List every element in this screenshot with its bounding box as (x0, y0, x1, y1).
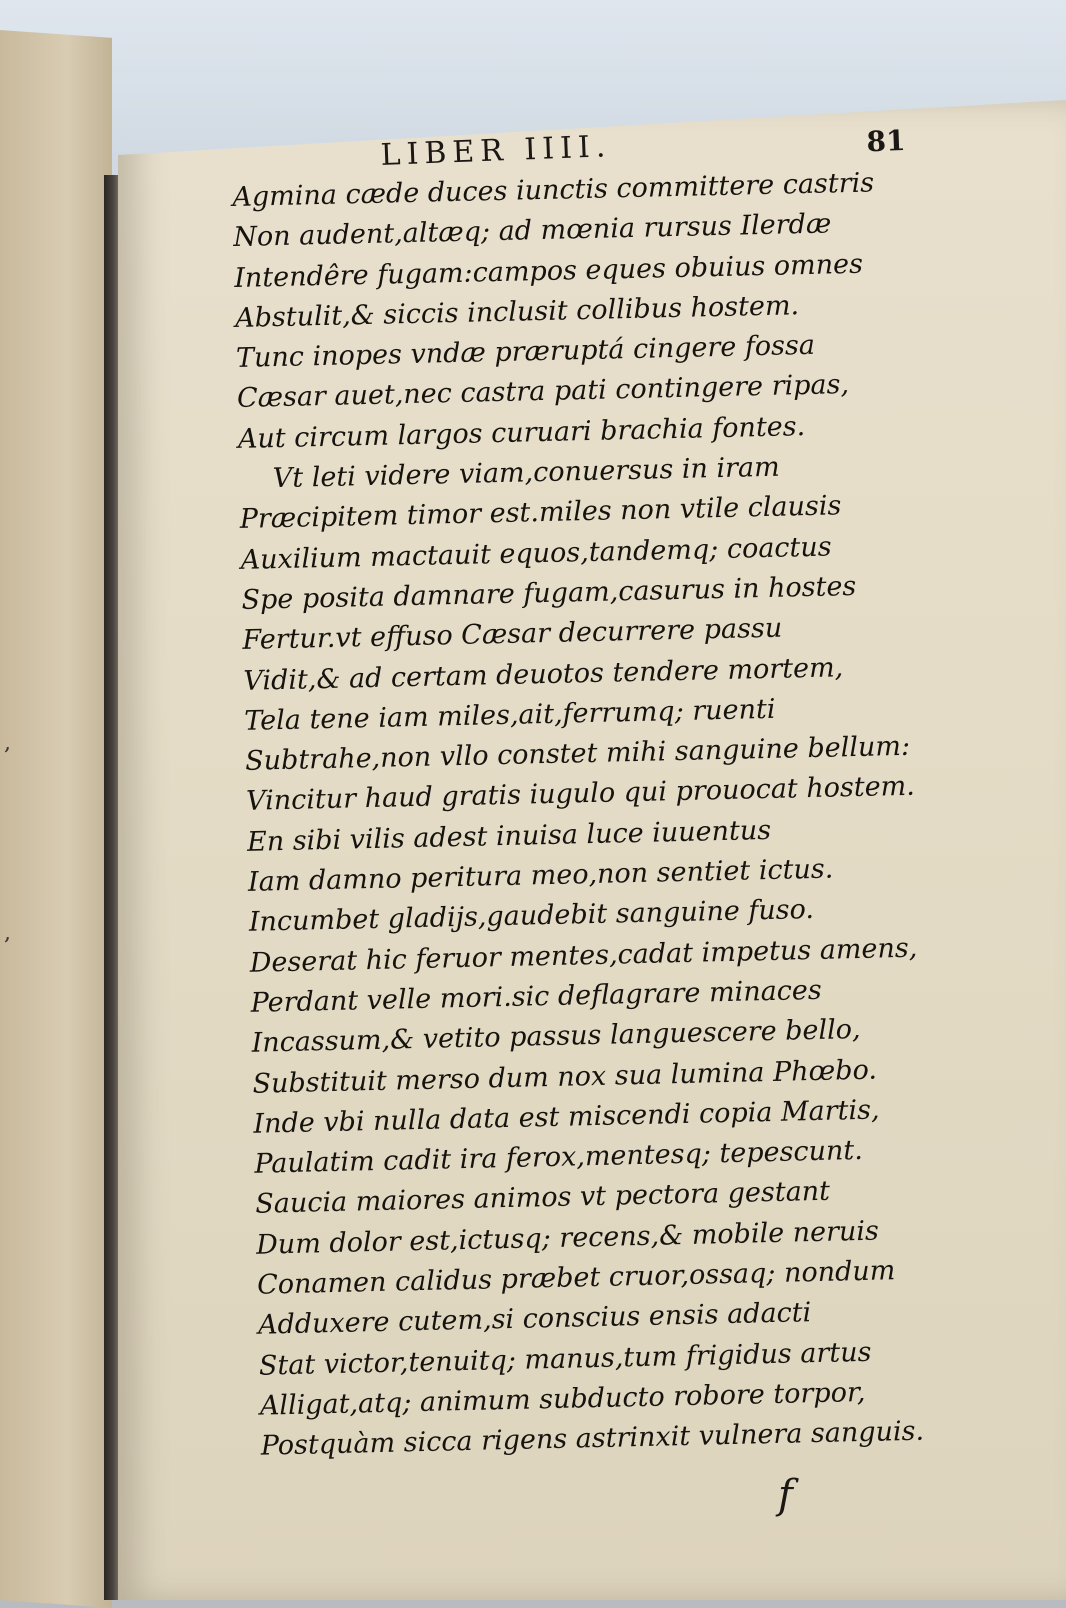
verse-line: Paulatim cadit ira ferox,mentesq; tepescunt. (254, 1135, 864, 1180)
verse-line: Non audent,altæq; ad mœnia rursus Ilerdæ (233, 208, 832, 254)
verse-line: Saucia maiores animos vt pectora gestant (254, 1176, 831, 1221)
verse-line: Præcipitem timor est.miles non vtile clausis (239, 490, 842, 536)
verse-line: Auxilium mactauit equos,tandemq; coactus (240, 531, 832, 576)
verse-line: Subtrahe,non vllo constet mihi sanguine bellum: (244, 730, 911, 778)
verse-line: Aut circum largos curuari brachia fontes. (237, 410, 806, 455)
left-page-mark: , (4, 920, 11, 946)
verse-line: Tela tene iam miles,ait,ferrumq; ruenti (243, 693, 776, 737)
verse-line: Alligat,atq; animum subducto robore torpor, (259, 1376, 866, 1422)
verse-line: Vidit,& ad certam deuotos tendere mortem, (243, 651, 844, 697)
verse-text-block (232, 163, 925, 1467)
verse-line: Incumbet gladijs,gaudebit sanguine fuso. (248, 894, 815, 939)
folio-number: 81 (865, 123, 907, 159)
verse-line: Postquàm sicca rigens astrinxit vulnera sanguis. (260, 1415, 925, 1462)
verse-line: Spe posita damnare fugam,casurus in hostes (241, 570, 857, 616)
verse-line: Substituit merso dum nox sua lumina Phœbo. (252, 1054, 878, 1100)
verse-line: Intendêre fugam:campos eques obuius omnes (233, 248, 864, 294)
verse-line: Agmina cæde duces iunctis committere castris (232, 167, 875, 213)
verse-line: Vt leti videre viam,conuersus in iram (272, 451, 781, 495)
left-page-mark: , (4, 730, 11, 756)
verse-line: Iam damno peritura meo,non sentiet ictus. (247, 853, 834, 898)
verse-line: Conamen calidus præbet cruor,ossaq; nondum (256, 1255, 896, 1301)
verse-line: Adduxere cutem,si conscius ensis adacti (257, 1297, 812, 1342)
verse-line: Perdant velle mori.sic deflagrare minaces (250, 974, 823, 1019)
verse-line: Abstulit,& siccis inclusit collibus hostem. (234, 290, 800, 334)
verse-line: Cæsar auet,nec castra pati contingere ripas, (236, 369, 850, 415)
verse-line: Dum dolor est,ictusq; recens,& mobile neruis (255, 1215, 880, 1261)
left-page-edge (0, 30, 112, 1608)
verse-line: Incassum,& vetito passus languescere bello, (251, 1014, 861, 1060)
running-head: LIBER IIII. (380, 129, 612, 173)
signature-mark: f (778, 1472, 793, 1518)
verse-line: En sibi vilis adest inuisa luce iuuentus (246, 814, 772, 858)
verse-line: Fertur.vt effuso Cæsar decurrere passu (242, 612, 783, 657)
verse-line: Deserat hic feruor mentes,cadat impetus amens, (249, 932, 918, 979)
verse-line: Inde vbi nulla data est miscendi copia Martis, (253, 1094, 880, 1140)
verse-line: Stat victor,tenuitq; manus,tum frigidus artus (258, 1336, 872, 1382)
verse-line: Vincitur haud gratis iugulo qui prouocat hostem. (245, 771, 916, 818)
verse-line: Tunc inopes vndæ præruptá cingere fossa (235, 330, 816, 375)
